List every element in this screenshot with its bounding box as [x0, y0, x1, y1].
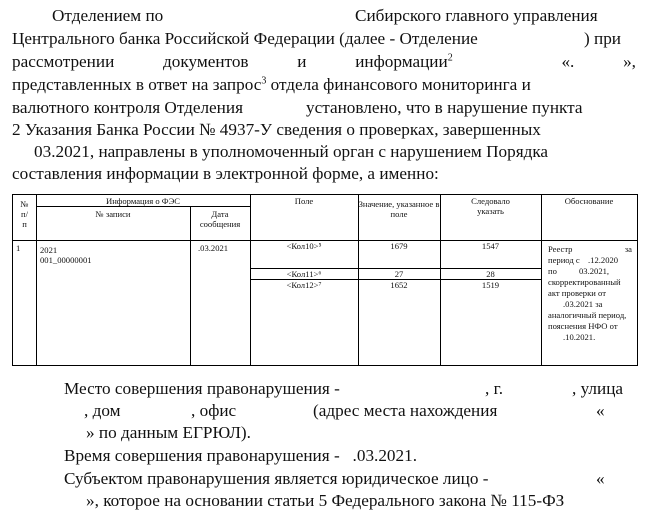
- word: [355, 51, 452, 73]
- intro-line-3: [12, 51, 636, 73]
- basis-text: .03.2021 за: [563, 299, 603, 309]
- cell-field: <Кол10>⁵: [286, 241, 322, 251]
- cell-field: <Кол12>⁷: [286, 280, 322, 290]
- header-value: Значение, указанное в поле: [358, 199, 440, 219]
- text: 2 Указания Банка России № 4937-У сведения о проверках, завершенных: [12, 120, 541, 139]
- text: представленных в ответ на запрос: [12, 75, 262, 94]
- text: составления информации в электронной форме, а именно:: [12, 164, 439, 183]
- place-line: [64, 378, 340, 400]
- intro-line-5b: [306, 97, 583, 119]
- intro-line-4: [12, 74, 531, 96]
- basis-text: за: [624, 244, 632, 254]
- place-line-street: [572, 378, 623, 400]
- basis-text: .12.2020: [588, 255, 619, 265]
- header-field: Поле: [294, 196, 314, 206]
- intro-line-7: [34, 141, 548, 163]
- word: и: [297, 52, 307, 71]
- cell-date: .03.2021: [198, 243, 229, 253]
- word: рассмотрении: [12, 52, 115, 71]
- col-divider: [190, 206, 191, 365]
- cell-should: 28: [486, 269, 495, 279]
- cell-record: 2021 001_00000001: [40, 245, 92, 265]
- text: установлено, что в нарушение пункта: [306, 98, 583, 117]
- text: Сибирского главного управления: [355, 6, 598, 25]
- cell-should: 1519: [481, 280, 500, 290]
- subject-line: [64, 468, 489, 490]
- intro-line-2b: [584, 28, 621, 50]
- address-line-note: [313, 400, 497, 422]
- basis-text: период с: [548, 255, 580, 265]
- text: , офис: [191, 401, 237, 420]
- address-line-quote: [596, 400, 605, 422]
- intro-line-1: [52, 5, 163, 27]
- intro-line-2: [12, 28, 478, 50]
- law-line: [86, 490, 564, 512]
- header-num: № п/ п: [20, 199, 29, 229]
- text: , дом: [84, 401, 121, 420]
- text: , г.: [485, 379, 504, 398]
- header-should: Следовало указать: [471, 196, 510, 216]
- text: «: [596, 401, 605, 420]
- text: , улица: [572, 379, 624, 398]
- col-divider: [541, 195, 542, 365]
- cell-field: <Кол11>⁶: [286, 269, 322, 279]
- text: (адрес места нахождения: [313, 401, 498, 420]
- address-line-office: [191, 400, 236, 422]
- cell-should: 1547: [481, 241, 500, 251]
- text: », которое на основании статьи 5 Федерального закона № 115-ФЗ: [86, 491, 565, 510]
- basis-text: акт проверки от: [548, 288, 606, 298]
- cell-value: 27: [394, 269, 404, 279]
- intro-line-1b: [355, 5, 598, 27]
- intro-line-8: [12, 163, 439, 185]
- text: валютного контроля Отделения: [12, 98, 243, 117]
- intro-line-5: [12, 97, 243, 119]
- basis-text: .10.2021.: [563, 332, 596, 342]
- header-date: Дата сообщения: [199, 209, 241, 229]
- word: документов: [163, 52, 249, 71]
- header-info: Информация о ФЭС: [106, 196, 180, 206]
- text: Отделением по: [52, 6, 164, 25]
- text: Место совершения правонарушения -: [64, 379, 340, 398]
- intro-line-6: [12, 119, 541, 141]
- word-text: информации: [355, 52, 448, 71]
- basis-text: по: [548, 266, 557, 276]
- text: ) при: [584, 29, 622, 48]
- header-record: № записи: [95, 209, 131, 219]
- address-line: [84, 400, 120, 422]
- basis-text: пояснения НФО от: [548, 321, 618, 331]
- header-basis: Обоснование: [564, 196, 614, 206]
- text: 03.2021, направлены в уполномоченный орган с нарушением Порядка: [34, 142, 549, 161]
- cell-num: 1: [16, 243, 21, 253]
- text: » по данным ЕГРЮЛ).: [86, 423, 251, 442]
- egrul-line: [86, 422, 251, 444]
- row-divider: [36, 206, 250, 207]
- text: отдела финансового мониторинга и: [266, 75, 531, 94]
- violations-table: [12, 194, 638, 366]
- text: Центрального банка Российской Федерации (далее - Отделение: [12, 29, 478, 48]
- text: «: [596, 469, 605, 488]
- col-divider: [36, 195, 37, 365]
- basis-text: Реестр: [548, 244, 573, 254]
- place-line-city: [485, 378, 503, 400]
- time-line: [64, 445, 417, 467]
- footnote-ref: 3: [261, 75, 267, 87]
- subject-line-quote: [596, 468, 605, 490]
- text: Субъектом правонарушения является юридическое лицо -: [64, 469, 489, 488]
- cell-value: 1679: [390, 241, 408, 251]
- footnote-ref: 2: [447, 52, 453, 64]
- cell-value: 1652: [390, 280, 408, 290]
- basis-text: аналогичный период,: [548, 310, 627, 320]
- basis-text: скорректированный: [548, 277, 621, 287]
- word: »,: [623, 52, 636, 71]
- word: «.: [561, 52, 575, 71]
- basis-text: 03.2021,: [579, 266, 610, 276]
- text: Время совершения правонарушения - .03.2021.: [64, 446, 418, 465]
